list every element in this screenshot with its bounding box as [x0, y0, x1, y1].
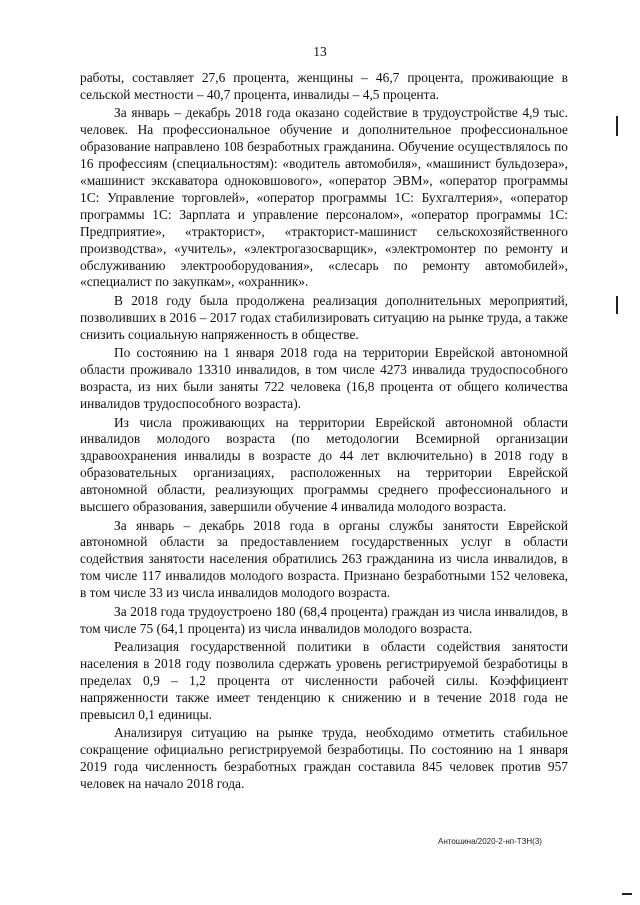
paragraph-labor-market-analysis: Анализируя ситуацию на рынке труда, необходимо отметить стабильное сокращение официально регистрируемой безработицы. По состоянию на 1 января 2019 года численность безработных граждан составила 845 человек против 957 человек на начало 2018 года. — [80, 725, 568, 791]
paragraph-continuation: работы, составляет 27,6 процента, женщины – 46,7 процента, проживающие в сельской местности – 40,7 процента, инвалиды – 4,5 процента. — [80, 70, 568, 102]
scan-margin-mark — [616, 296, 618, 314]
document-body — [80, 70, 568, 794]
page-number: 13 — [313, 44, 327, 59]
paragraph-employment-service-requests: За январь – декабрь 2018 года в органы службы занятости Еврейской автономной области за предоставлением государственных услуг в области содействия занятости населения обратились 263 гражданина из числа инвалидов, в том числе 117 инвалидов молодого возраста. Признано безработными 152 человека, в том числе 33 из числа инвалидов молодого возраста. — [80, 517, 568, 601]
paragraph-training: За январь – декабрь 2018 года оказано содействие в трудоустройстве 4,9 тыс. человек. На профессиональное обучение и дополнительное профессиональное образование направлено 108 безработных гражданина. Обучение осуществлялось по 16 профессиям (специальностям): «водитель автомобиля», «машинист бульдозера», «машинист экскаватора одноковшового», «оператор ЭВМ», «оператор программы 1С: Управление торговлей», «оператор программы 1С: Бухгалтерия», «оператор программы 1С: Зарплата и управление персоналом», «оператор программы 1С: Предприятие», «тракторист», «тракторист-машинист сельскохозяйственного производства», «учитель», «электрогазосварщик», «электромонтер по ремонту и обслуживанию электрооборудования», «слесарь по ремонту автомобилей», «специалист по закупкам», «охранник». — [80, 105, 568, 290]
paragraph-young-disabled-education: Из числа проживающих на территории Еврейской автономной области инвалидов молодого возраста (по методологии Всемирной организации здравоохранения инвалиды в возрасте до 44 лет включительно) в 2018 году в образовательных организациях, расположенных на территории Еврейской автономной области, реализующих программы среднего профессионального и высшего образования, завершили обучение 4 инвалида молодого возраста. — [80, 414, 568, 515]
scan-margin-mark — [616, 116, 618, 136]
footer-document-code: Антошина/2020-2-нп-ТЗН(3) — [438, 837, 542, 846]
paragraph-policy-results: Реализация государственной политики в области содействия занятости населения в 2018 году позволила сдержать уровень регистрируемой безработицы в пределах 0,9 – 1,2 процента от численности рабочей силы. Коэффициент напряженности также имеет тенденцию к снижению и в течение 2018 года не превысил 0,1 единицы. — [80, 639, 568, 722]
paragraph-employed-disabled: За 2018 года трудоустроено 180 (68,4 процента) граждан из числа инвалидов, в том числе 75 (64,1 процента) из числа инвалидов молодого возраста. — [80, 603, 568, 636]
paragraph-disabled-population: По состоянию на 1 января 2018 года на территории Еврейской автономной области проживало 13310 инвалидов, в том числе 4273 инвалида трудоспособного возраста, из них были заняты 722 человека (16,8 процента от общего количества инвалидов трудоспособного возраста). — [80, 345, 568, 411]
scan-margin-mark — [622, 893, 632, 895]
paragraph-additional-measures: В 2018 году была продолжена реализация дополнительных мероприятий, позволивших в 2016 – 2017 годах стабилизировать ситуацию на рынке труда, а также снизить социальную напряженность в обществе. — [80, 292, 568, 342]
